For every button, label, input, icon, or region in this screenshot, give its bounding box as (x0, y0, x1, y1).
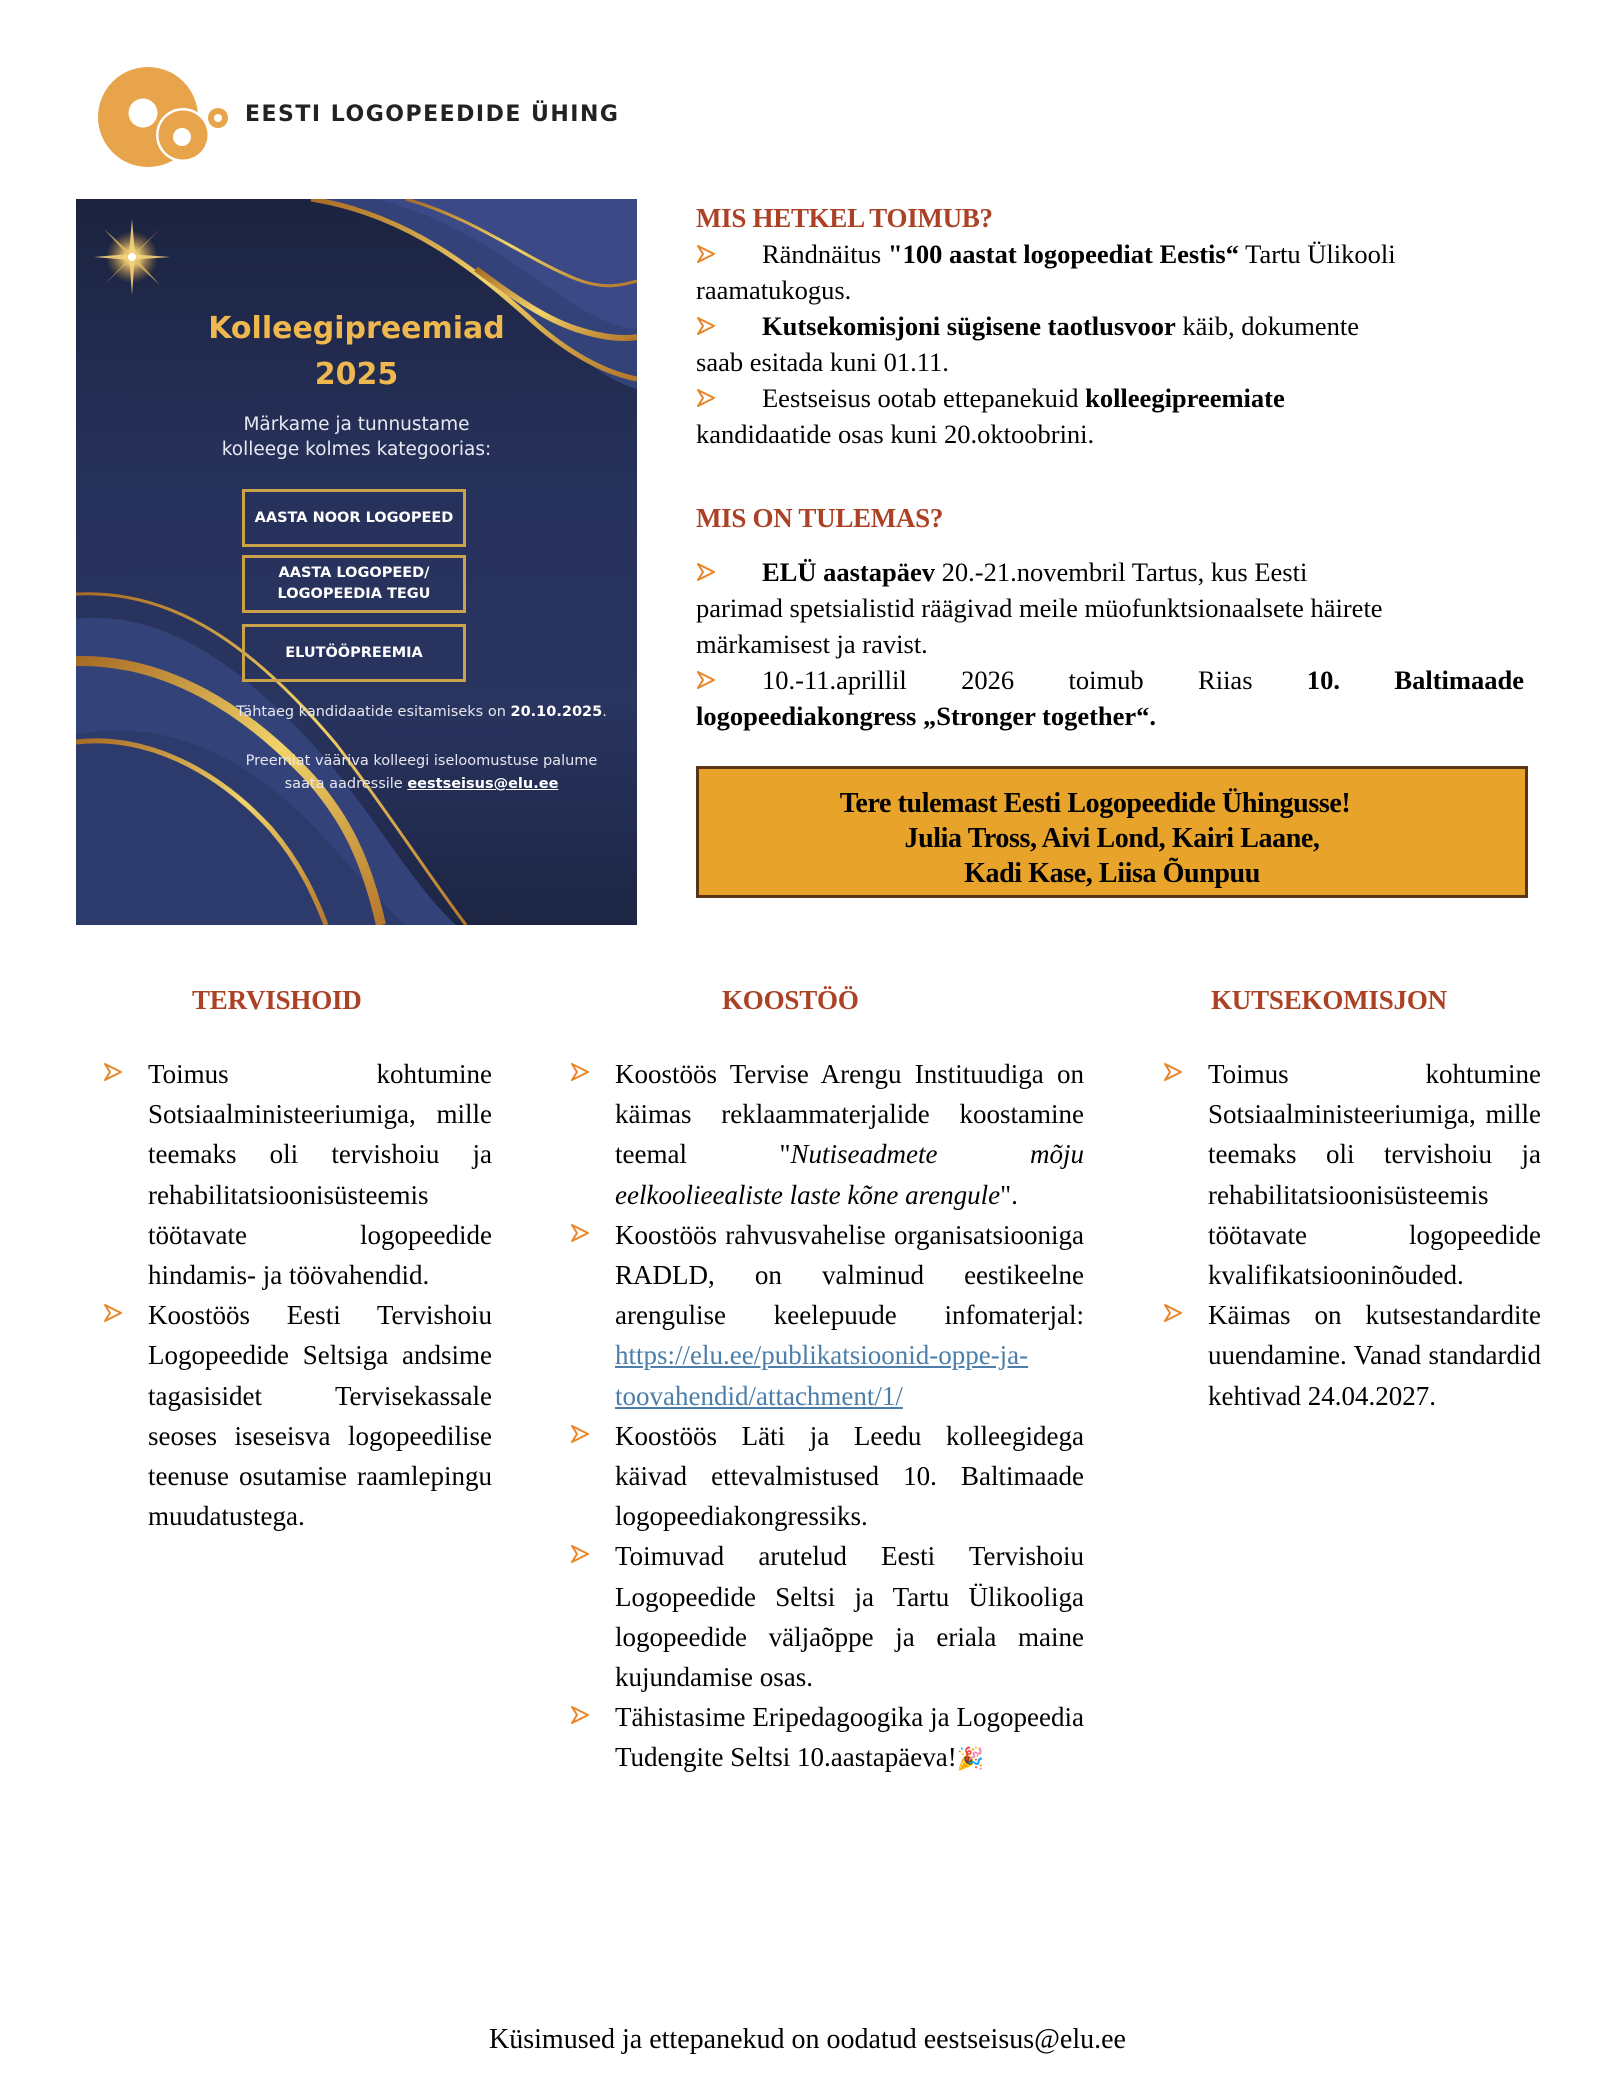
category-speech-therapist-of-year (242, 555, 466, 613)
arrow-bullet-icon (696, 670, 716, 690)
column-heading-kutsekomisjon: KUTSEKOMISJON (1211, 985, 1447, 1015)
arrow-bullet-icon (570, 1062, 590, 1082)
poster-email-link[interactable]: eestseisus@elu.ee (407, 776, 559, 792)
list-item: Rändnäitus "100 aastat logopeediat Eestis“ Tartu Ülikooli raamatukogus. (696, 239, 1396, 305)
category-label: ELUTÖÖPREEMIA (285, 644, 423, 661)
arrow-bullet-icon (570, 1705, 590, 1725)
list-item: Koostöös rahvusvahelise organisatsiooniga RADLD, on valminud eestikeelne arengulise keelepuude infomaterjal: https://elu.ee/publikatsioonid-oppe-ja-toovahendid/attachment/1/ (570, 1215, 1084, 1416)
list-item: Toimuvad arutelud Eesti Tervishoiu Logopeedide Seltsi ja Tartu Ülikooliga logopeedide väljaõppe ja eriala maine kujundamise osas. (570, 1536, 1084, 1697)
sparkle-icon (94, 219, 170, 295)
column-koostoo (570, 1054, 1084, 1780)
elu-circles-logo-icon (92, 58, 242, 178)
arrow-bullet-icon (696, 562, 716, 582)
arrow-bullet-icon (1163, 1303, 1183, 1323)
organization-logo (92, 58, 620, 178)
column-heading-koostoo: KOOSTÖÖ (722, 985, 859, 1015)
column-heading-tervishoid: TERVISHOID (192, 985, 362, 1015)
list-item: Toimus kohtumine Sotsiaalministeeriumiga, mille teemaks oli tervishoiu ja rehabilitatsioonisüsteemis töötavate logopeedide kvalifikatsiooninõuded. (1163, 1054, 1541, 1295)
list-item: Toimus kohtumine Sotsiaalministeeriumiga, mille teemaks oli tervishoiu ja rehabilitatsioonisüsteemis töötavate logopeedide hindamis- ja töövahendid. (103, 1054, 492, 1295)
arrow-bullet-icon (696, 244, 716, 264)
column-kutsekomisjon (1163, 1054, 1541, 1416)
list-item: Kutsekomisjoni sügisene taotlusvoor käib, dokumente saab esitada kuni 01.11. (696, 311, 1359, 377)
arrow-bullet-icon (570, 1544, 590, 1564)
welcome-banner: Tere tulemast Eesti Logopeedide Ühingusse! Julia Tross, Aivi Lond, Kairi Laane, Kadi Kase, Liisa Õunpuu (696, 766, 1528, 898)
list-item: Tähistasime Eripedagoogika ja Logopeedia Tudengite Seltsi 10.aastapäeva!🎉 (570, 1697, 1084, 1779)
arrow-bullet-icon (696, 316, 716, 336)
arrow-bullet-icon (1163, 1062, 1183, 1082)
arrow-bullet-icon (570, 1223, 590, 1243)
column-tervishoid (103, 1054, 492, 1536)
list-item: ELÜ aastapäev 20.-21.novembril Tartus, kus Eesti parimad spetsialistid räägivad meile müofunktsionaalsete häirete märkamisest ja ravist. (696, 557, 1383, 659)
party-popper-icon: 🎉 (956, 1746, 985, 1772)
category-label: AASTA NOOR LOGOPEED (254, 509, 454, 526)
category-label: AASTA LOGOPEED/ LOGOPEEDIA TEGU (277, 565, 431, 602)
poster-deadline: Tähtaeg kandidaatide esitamiseks on 20.10.2025. (236, 704, 607, 720)
list-item: 10.-11.aprillil 2026 toimub Riias 10. Baltimaade logopeediakongress „Stronger together“. (696, 665, 1524, 731)
arrow-bullet-icon (570, 1424, 590, 1444)
list-item: Käimas on kutsestandardite uuendamine. Vanad standardid kehtivad 24.04.2027. (1163, 1295, 1541, 1416)
poster-subtitle-line: Märkame ja tunnustame (243, 414, 470, 435)
footer-contact: Küsimused ja ettepanekud on oodatud eestseisus@elu.ee (489, 2024, 1126, 2055)
category-young-speech-therapist (242, 489, 466, 547)
infomaterial-link[interactable]: https://elu.ee/publikatsioonid-oppe-ja-toovahendid/attachment/1/ (615, 1340, 1029, 1411)
deadline-date: 20.10.2025 (510, 704, 603, 720)
news-section (696, 200, 1524, 734)
poster-title-line: Kolleegipreemiad (208, 311, 505, 346)
arrow-bullet-icon (103, 1062, 123, 1082)
list-item: Koostöös Eesti Tervishoiu Logopeedide Seltsiga andsime tagasisidet Tervisekassale seoses iseseisva logopeedilise teenuse osutamise raamlepingu muudatustega. (103, 1295, 492, 1536)
section-heading-upcoming: MIS ON TULEMAS? (696, 503, 944, 533)
poster-title (76, 306, 637, 398)
poster-title-year: 2025 (314, 357, 399, 392)
poster-note: Preemiat vääriva kolleegi iseloomustuse palume saata aadressile eestseisus@elu.ee (245, 753, 598, 792)
arrow-bullet-icon (103, 1303, 123, 1323)
list-item: Eestseisus ootab ettepanekuid kolleegipreemiate kandidaatide osas kuni 20.oktoobrini. (696, 383, 1285, 449)
arrow-bullet-icon (696, 388, 716, 408)
category-lifetime-achievement (242, 624, 466, 682)
organization-name: EESTI LOGOPEEDIDE ÜHING (245, 102, 620, 127)
section-heading-current: MIS HETKEL TOIMUB? (696, 203, 993, 233)
poster-subtitle-line: kolleege kolmes kategoorias: (221, 439, 492, 460)
list-item: Koostöös Läti ja Leedu kolleegidega käivad ettevalmistused 10. Baltimaade logopeediakongressiks. (570, 1416, 1084, 1537)
list-item: Koostöös Tervise Arengu Instituudiga on käimas reklaammaterjalide koostamine teemal "Nutiseadmete mõju eelkoolieealiste laste kõne arengule". (570, 1054, 1084, 1215)
poster-subtitle (76, 412, 637, 462)
award-poster (76, 199, 637, 925)
